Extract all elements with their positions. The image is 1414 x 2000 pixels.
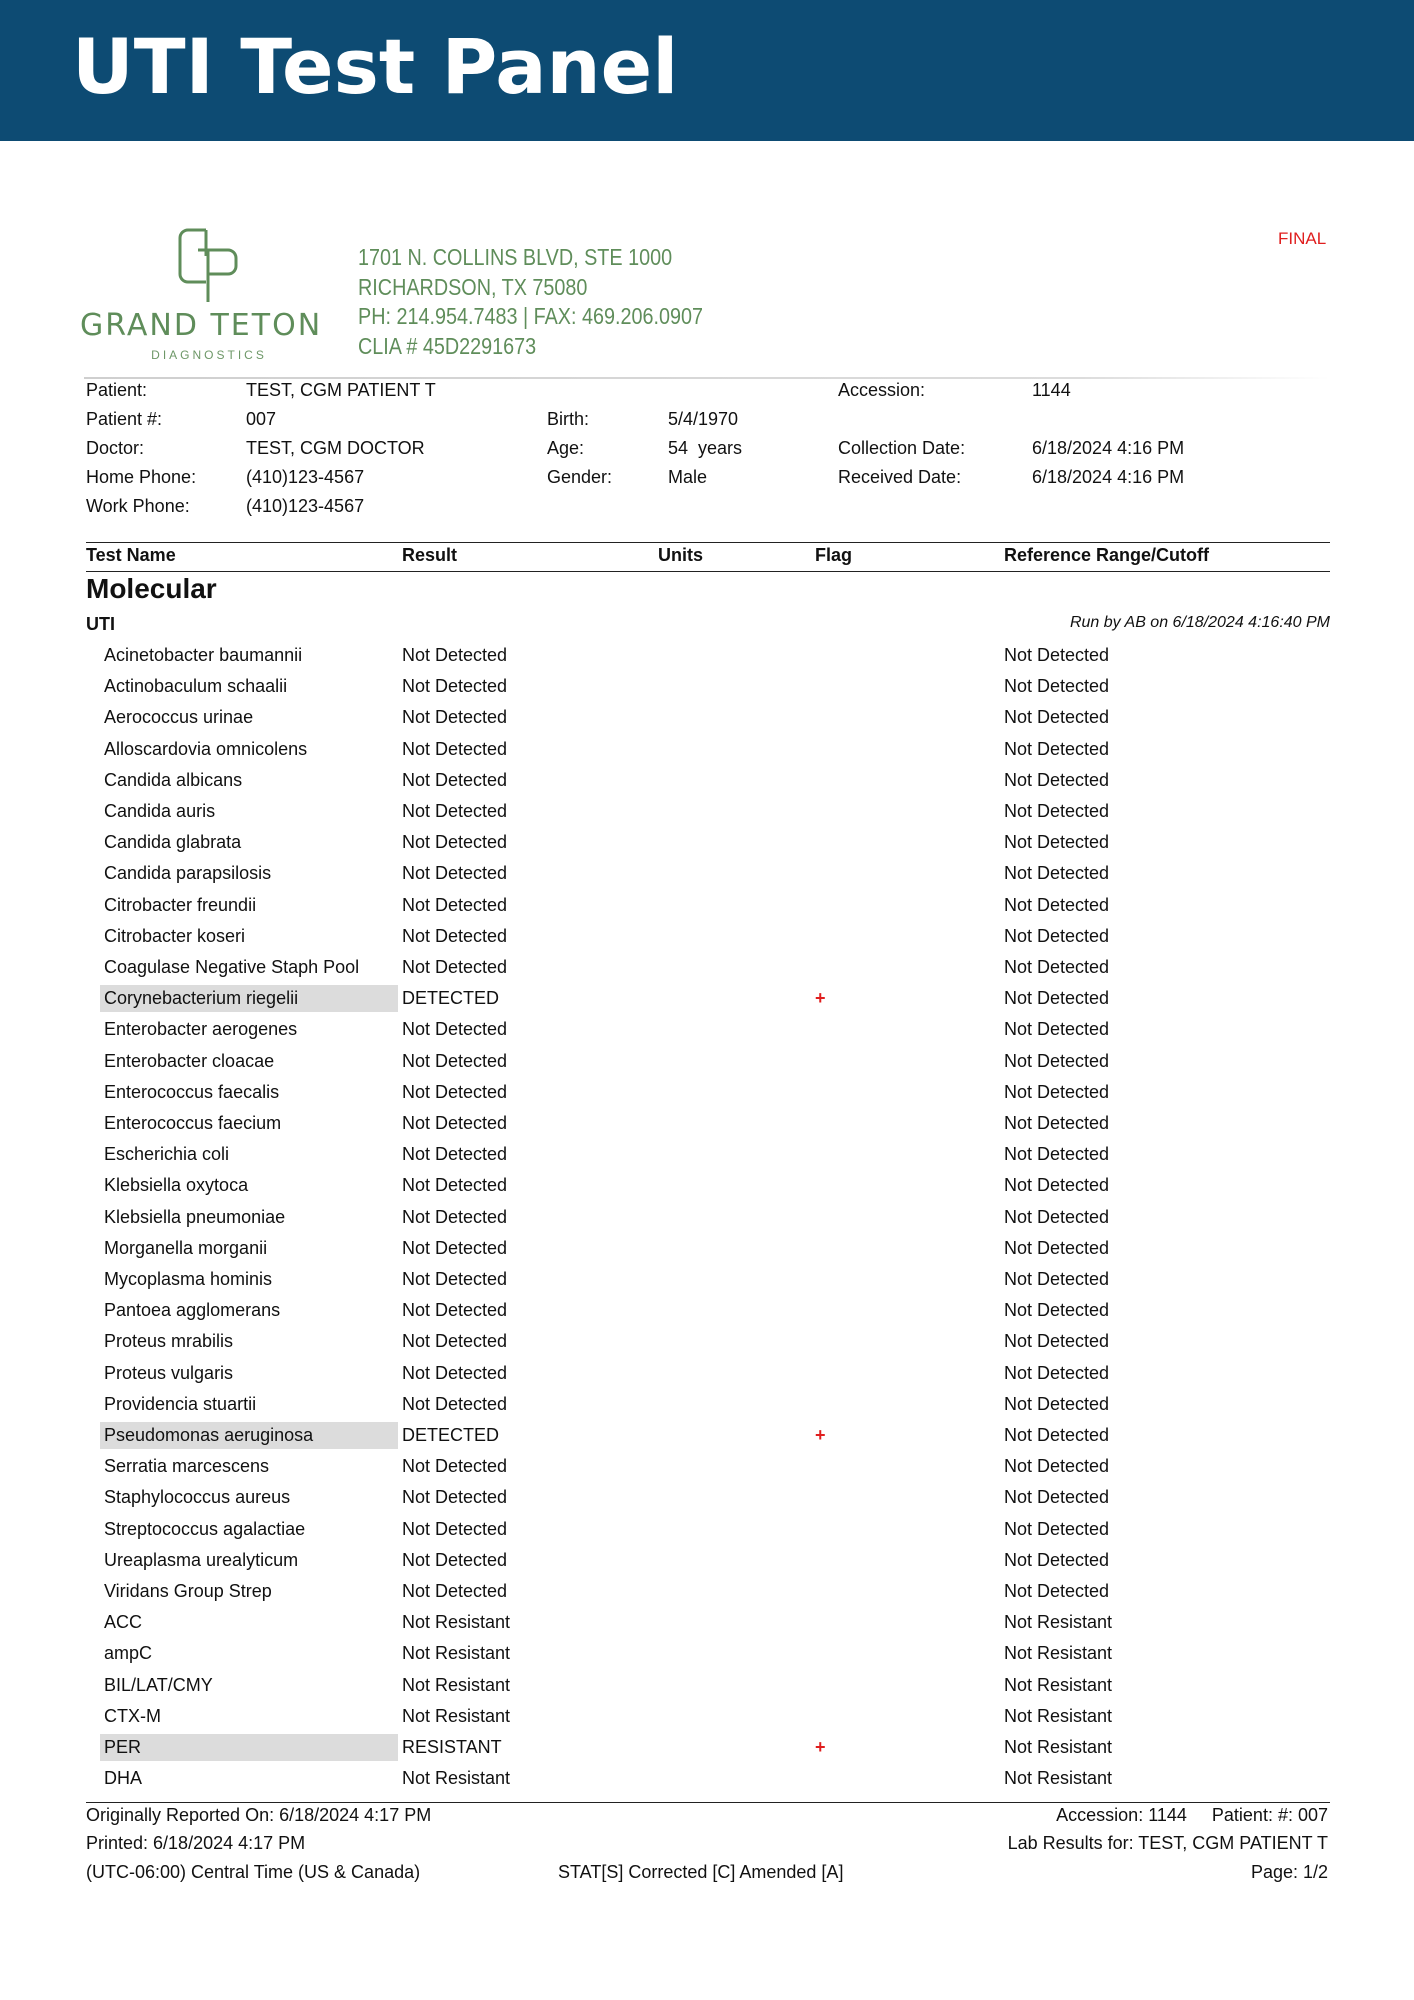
reference-range-cell: Not Resistant — [1004, 1674, 1113, 1695]
reference-range-cell: Not Resistant — [1004, 1768, 1113, 1789]
accession-value: 1144 — [1032, 380, 1071, 400]
table-row — [0, 1452, 1414, 1483]
result-cell: Not Resistant — [402, 1643, 511, 1664]
reference-range-cell: Not Detected — [1004, 925, 1110, 946]
test-name-cell: BIL/LAT/CMY — [104, 1674, 213, 1695]
page-title: UTI Test Panel — [72, 22, 679, 111]
home-phone: (410)123-4567 — [246, 467, 365, 487]
table-row — [0, 1078, 1414, 1109]
table-row — [0, 766, 1414, 797]
result-cell: Not Detected — [402, 1144, 508, 1165]
result-cell: Not Detected — [402, 1549, 508, 1570]
test-name-cell: Enterococcus faecalis — [104, 1081, 280, 1102]
doctor-label: Doctor: — [86, 438, 145, 458]
reference-range-cell: Not Resistant — [1004, 1643, 1113, 1664]
table-row — [0, 672, 1414, 703]
table-row — [0, 859, 1414, 890]
flag-cell: + — [815, 1425, 826, 1445]
gender-label: Gender: — [547, 467, 613, 487]
accession-label: Accession: — [838, 380, 926, 400]
test-name-cell: Corynebacterium riegelii — [100, 985, 398, 1012]
reference-range-cell: Not Detected — [1004, 676, 1110, 697]
column-header-reference: Reference Range/Cutoff — [1004, 545, 1210, 565]
table-row — [0, 1171, 1414, 1202]
table-row — [0, 1764, 1414, 1795]
result-cell: Not Detected — [402, 738, 508, 759]
footer-lab-results-for: Lab Results for: TEST, CGM PATIENT T — [1007, 1833, 1328, 1853]
result-cell: Not Detected — [402, 801, 508, 821]
reference-range-cell: Not Detected — [1004, 1487, 1110, 1508]
table-row — [0, 1327, 1414, 1358]
table-row — [0, 1390, 1414, 1421]
test-name-cell: Pseudomonas aeruginosa — [100, 1422, 398, 1449]
reference-range-cell: Not Resistant — [1004, 1612, 1113, 1633]
table-row — [0, 922, 1414, 953]
table-row — [0, 1015, 1414, 1046]
test-name-cell: ampC — [104, 1643, 153, 1664]
test-name-cell: Candida parapsilosis — [104, 863, 272, 884]
test-name-cell: Enterobacter aerogenes — [104, 1019, 298, 1040]
result-cell: Not Detected — [402, 1456, 508, 1477]
age-value: 54 years — [668, 438, 743, 458]
received-date-label: Received Date: — [838, 467, 962, 487]
timezone-note: (UTC-06:00) Central Time (US & Canada) — [86, 1862, 421, 1882]
reference-range-cell: Not Detected — [1004, 988, 1110, 1009]
lab-clia: CLIA # 45D2291673 — [358, 332, 537, 359]
footer-accession-patient: Accession: 1144 Patient: #: 007 — [1056, 1805, 1328, 1825]
result-cell: Not Detected — [402, 1331, 508, 1352]
collection-date: 6/18/2024 4:16 PM — [1032, 438, 1185, 458]
reference-range-cell: Not Detected — [1004, 1206, 1110, 1227]
test-name-cell: Enterococcus faecium — [104, 1113, 282, 1133]
table-row — [0, 1421, 1414, 1452]
test-name-cell: Acinetobacter baumannii — [104, 645, 303, 665]
lab-phone-fax: PH: 214.954.7483 | FAX: 469.206.0907 — [358, 303, 703, 329]
table-row — [0, 891, 1414, 922]
reference-range-cell: Not Detected — [1004, 769, 1110, 790]
lab-address — [358, 243, 703, 361]
table-row — [0, 1047, 1414, 1078]
result-cell: Not Detected — [402, 1237, 508, 1258]
table-row — [0, 641, 1414, 672]
table-row — [0, 797, 1414, 828]
table-row — [0, 984, 1414, 1015]
test-name-cell: Proteus mrabilis — [104, 1331, 234, 1352]
reference-range-cell: Not Detected — [1004, 1581, 1110, 1601]
test-name-cell: Alloscardovia omnicolens — [104, 738, 308, 759]
column-header-test-name: Test Name — [86, 545, 176, 565]
birth-date: 5/4/1970 — [668, 409, 739, 429]
result-cell: DETECTED — [402, 1425, 500, 1445]
result-cell: Not Detected — [402, 1581, 508, 1601]
originally-reported: Originally Reported On: 6/18/2024 4:17 PM — [86, 1805, 432, 1825]
patient-number-label: Patient #: — [86, 409, 163, 429]
reference-range-cell: Not Resistant — [1004, 1737, 1113, 1757]
table-row — [0, 1265, 1414, 1296]
subsection-title: UTI — [86, 614, 115, 634]
test-name-cell: Morganella morganii — [104, 1237, 268, 1258]
test-name-cell: Klebsiella oxytoca — [104, 1175, 249, 1196]
table-row — [0, 828, 1414, 859]
reference-range-cell: Not Detected — [1004, 1518, 1110, 1539]
result-cell: Not Detected — [402, 1518, 508, 1539]
test-name-cell: Citrobacter freundii — [104, 894, 257, 915]
page-number: Page: 1/2 — [1250, 1862, 1328, 1882]
reference-range-cell: Not Resistant — [1004, 1705, 1113, 1726]
work-phone: (410)123-4567 — [246, 496, 365, 516]
test-name-cell: Serratia marcescens — [104, 1456, 270, 1477]
test-name-cell: Citrobacter koseri — [104, 925, 246, 946]
result-cell: Not Detected — [402, 832, 508, 853]
test-name-cell: Providencia stuartii — [104, 1393, 257, 1414]
result-cell: Not Detected — [402, 1081, 508, 1102]
report-status: FINAL — [1278, 229, 1327, 248]
table-row — [0, 1546, 1414, 1577]
received-date: 6/18/2024 4:16 PM — [1032, 467, 1185, 487]
result-cell: Not Resistant — [402, 1705, 511, 1726]
reference-range-cell: Not Detected — [1004, 1549, 1110, 1570]
test-name-cell: Candida auris — [104, 801, 216, 821]
run-by-note: Run by AB on 6/18/2024 4:16:40 PM — [1069, 614, 1330, 631]
work-phone-label: Work Phone: — [86, 496, 190, 516]
status-legend: STAT[S] Corrected [C] Amended [A] — [558, 1862, 844, 1882]
result-cell: Not Detected — [402, 645, 508, 665]
table-header-top-rule — [86, 542, 1330, 543]
reference-range-cell: Not Detected — [1004, 801, 1110, 821]
table-row — [0, 1359, 1414, 1390]
test-name-cell: Klebsiella pneumoniae — [104, 1206, 286, 1227]
result-cell: Not Detected — [402, 676, 508, 697]
result-cell: Not Resistant — [402, 1768, 511, 1789]
table-row — [0, 1109, 1414, 1140]
home-phone-label: Home Phone: — [86, 467, 197, 487]
result-cell: Not Detected — [402, 1113, 508, 1133]
section-title: Molecular — [86, 573, 217, 604]
reference-range-cell: Not Detected — [1004, 957, 1110, 977]
test-name-cell: Aerococcus urinae — [104, 707, 254, 728]
lab-name: GRAND TETON — [80, 308, 323, 343]
result-cell: Not Resistant — [402, 1674, 511, 1695]
reference-range-cell: Not Detected — [1004, 1331, 1110, 1352]
printed-date: Printed: 6/18/2024 4:17 PM — [86, 1833, 306, 1853]
age-label: Age: — [547, 438, 585, 458]
table-row — [0, 953, 1414, 984]
test-name-cell: Enterobacter cloacae — [104, 1050, 275, 1071]
title-banner — [0, 0, 1414, 141]
test-name-cell: Candida albicans — [104, 769, 243, 790]
address-line1: 1701 N. COLLINS BLVD, STE 1000 — [358, 244, 673, 270]
flag-cell: + — [815, 988, 826, 1009]
test-name-cell: Streptococcus agalactiae — [104, 1518, 306, 1539]
reference-range-cell: Not Detected — [1004, 1269, 1110, 1289]
test-name-cell: ACC — [104, 1612, 143, 1633]
column-header-flag: Flag — [815, 545, 853, 565]
header-divider — [84, 377, 1330, 379]
footer-divider — [86, 1802, 1330, 1803]
reference-range-cell: Not Detected — [1004, 1175, 1110, 1196]
result-cell: Not Detected — [402, 1487, 508, 1508]
reference-range-cell: Not Detected — [1004, 1425, 1110, 1445]
result-cell: Not Detected — [402, 1300, 508, 1321]
column-header-result: Result — [402, 545, 458, 565]
test-name-cell: CTX-M — [104, 1705, 161, 1726]
result-cell: Not Resistant — [402, 1612, 511, 1633]
patient-label: Patient: — [86, 380, 148, 400]
reference-range-cell: Not Detected — [1004, 1050, 1110, 1071]
table-row — [0, 1296, 1414, 1327]
address-line2: RICHARDSON, TX 75080 — [358, 273, 588, 300]
test-name-cell: Pantoea agglomerans — [104, 1300, 281, 1321]
table-row — [0, 1515, 1414, 1546]
test-name-cell: Proteus vulgaris — [104, 1362, 234, 1383]
test-name-cell: Escherichia coli — [104, 1144, 230, 1165]
reference-range-cell: Not Detected — [1004, 1362, 1110, 1383]
result-cell: Not Detected — [402, 957, 508, 977]
result-cell: DETECTED — [402, 988, 500, 1009]
birth-label: Birth: — [547, 409, 590, 429]
table-row — [0, 1140, 1414, 1171]
reference-range-cell: Not Detected — [1004, 863, 1110, 884]
table-row — [0, 1671, 1414, 1702]
test-name-cell: Mycoplasma hominis — [104, 1269, 273, 1289]
reference-range-cell: Not Detected — [1004, 832, 1110, 853]
reference-range-cell: Not Detected — [1004, 1019, 1110, 1040]
reference-range-cell: Not Detected — [1004, 894, 1110, 915]
test-name-cell: Viridans Group Strep — [104, 1581, 272, 1601]
result-cell: RESISTANT — [402, 1737, 502, 1757]
test-name-cell: PER — [100, 1734, 398, 1761]
table-row — [0, 735, 1414, 766]
column-header-units: Units — [658, 545, 703, 565]
reference-range-cell: Not Detected — [1004, 645, 1110, 665]
table-row — [0, 1577, 1414, 1608]
result-cell: Not Detected — [402, 1269, 508, 1289]
test-name-cell: Actinobaculum schaalii — [104, 676, 288, 697]
table-row — [0, 1483, 1414, 1514]
reference-range-cell: Not Detected — [1004, 1456, 1110, 1477]
flag-cell: + — [815, 1737, 826, 1757]
table-header-bottom-rule — [86, 571, 1330, 572]
table-row — [0, 1702, 1414, 1733]
table-row — [0, 1639, 1414, 1670]
collection-date-label: Collection Date: — [838, 438, 966, 458]
reference-range-cell: Not Detected — [1004, 1393, 1110, 1414]
test-name-cell: Candida glabrata — [104, 832, 242, 853]
reference-range-cell: Not Detected — [1004, 1081, 1110, 1102]
reference-range-cell: Not Detected — [1004, 1237, 1110, 1258]
table-row — [0, 1234, 1414, 1265]
grand-teton-logo-icon — [176, 226, 240, 306]
patient-number: 007 — [246, 409, 277, 429]
gender-value: Male — [668, 467, 708, 487]
result-cell: Not Detected — [402, 1050, 508, 1071]
result-cell: Not Detected — [402, 707, 508, 728]
doctor-name: TEST, CGM DOCTOR — [246, 438, 425, 458]
result-cell: Not Detected — [402, 1175, 508, 1196]
result-cell: Not Detected — [402, 1206, 508, 1227]
table-row — [0, 1733, 1414, 1764]
result-cell: Not Detected — [402, 1019, 508, 1040]
result-cell: Not Detected — [402, 863, 508, 884]
reference-range-cell: Not Detected — [1004, 738, 1110, 759]
test-name-cell: Coagulase Negative Staph Pool — [104, 957, 360, 977]
result-cell: Not Detected — [402, 1362, 508, 1383]
patient-name: TEST, CGM PATIENT T — [246, 380, 436, 400]
reference-range-cell: Not Detected — [1004, 707, 1110, 728]
table-row — [0, 1203, 1414, 1234]
reference-range-cell: Not Detected — [1004, 1144, 1110, 1165]
result-cell: Not Detected — [402, 925, 508, 946]
table-row — [0, 703, 1414, 734]
reference-range-cell: Not Detected — [1004, 1113, 1110, 1133]
result-cell: Not Detected — [402, 769, 508, 790]
lab-logo — [80, 226, 340, 366]
result-cell: Not Detected — [402, 1393, 508, 1414]
table-row — [0, 1608, 1414, 1639]
test-name-cell: Staphylococcus aureus — [104, 1487, 291, 1508]
result-cell: Not Detected — [402, 894, 508, 915]
reference-range-cell: Not Detected — [1004, 1300, 1110, 1321]
lab-subname: DIAGNOSTICS — [151, 348, 267, 362]
test-name-cell: DHA — [104, 1768, 143, 1789]
test-name-cell: Ureaplasma urealyticum — [104, 1549, 299, 1570]
